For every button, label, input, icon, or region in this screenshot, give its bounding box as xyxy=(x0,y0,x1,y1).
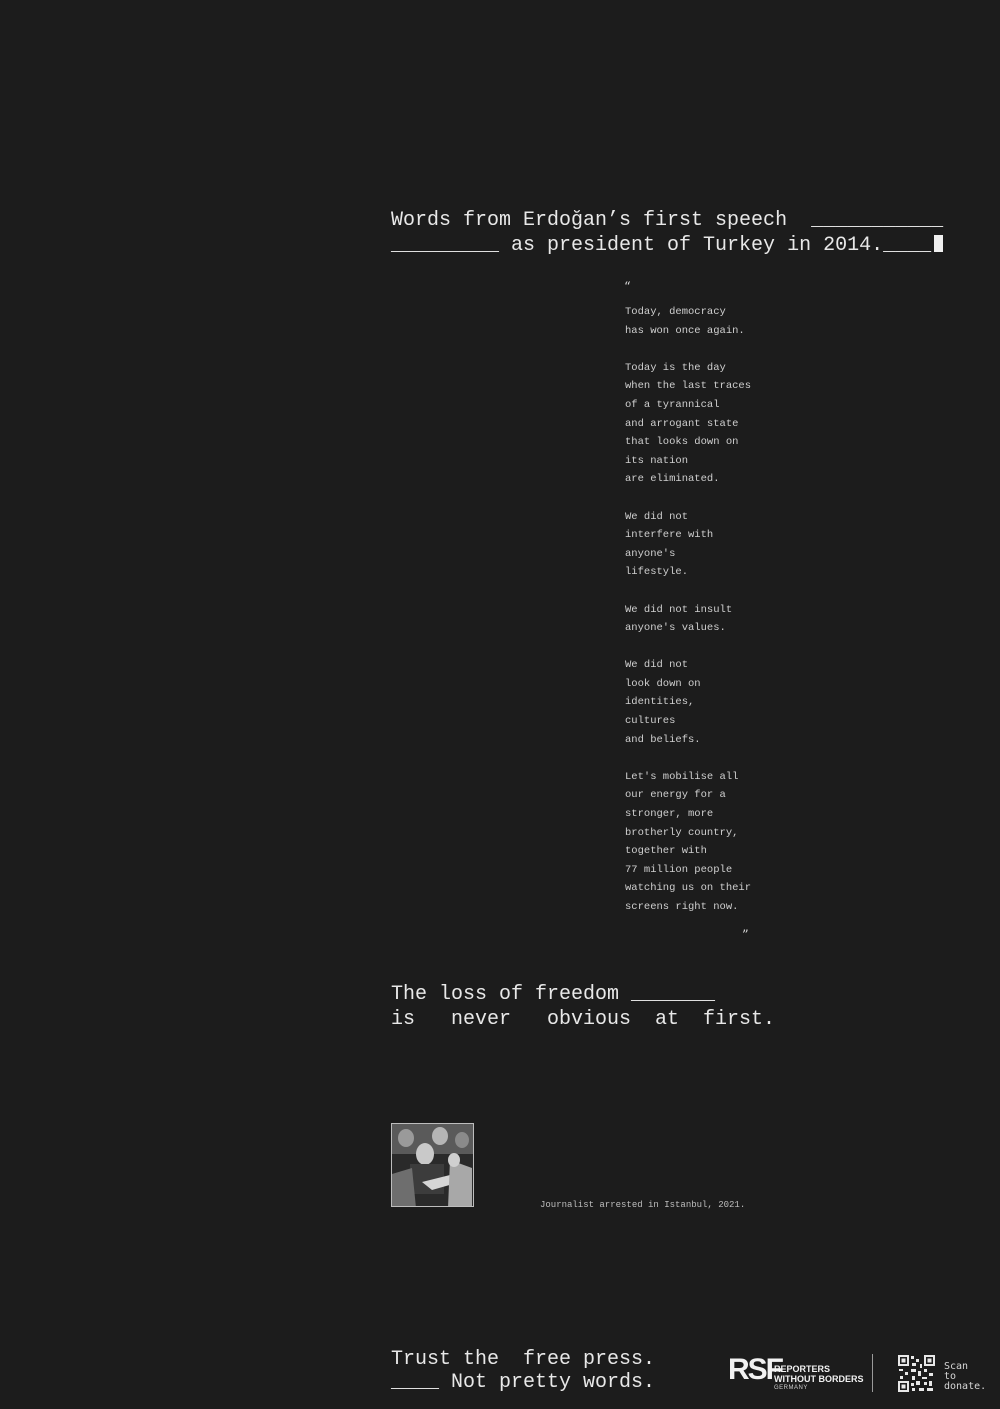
speech-quote xyxy=(625,303,785,935)
rsf-logo-name: REPORTERS WITHOUT BORDERS xyxy=(774,1364,864,1384)
cursor-block xyxy=(934,235,943,252)
speech-paragraph: Let's mobilise all our energy for a stronger, more brotherly country, together with 77 million people watching us on their screens right now. xyxy=(625,770,752,913)
tagline xyxy=(391,982,791,1032)
speech-paragraph: We did not look down on identities, cultures and beliefs. xyxy=(625,659,701,746)
rsf-logo-mark: RSF xyxy=(728,1353,782,1386)
speech-paragraph: Today is the day when the last traces of a tyrannical and arrogant state that looks down on its nation are eliminated. xyxy=(625,361,752,486)
claim-line-1: Trust the free press. xyxy=(391,1348,656,1371)
speech-paragraph: We did not insult anyone's values. xyxy=(625,603,733,635)
tagline-line-2: is never obvious at first. xyxy=(391,1008,776,1031)
scan-to-donate-text: Scan to donate. xyxy=(944,1361,987,1392)
photo-image xyxy=(392,1124,474,1207)
claim-line-2: ____ Not pretty words. xyxy=(391,1371,656,1394)
open-quote-mark: “ xyxy=(624,280,631,295)
rsf-logo-country: GERMANY xyxy=(774,1385,808,1391)
qr-code-graphic xyxy=(898,1355,935,1392)
speech-paragraph: We did not interfere with anyone's lifestyle. xyxy=(625,510,714,579)
speech-paragraph: Today, democracy has won once again. xyxy=(625,306,745,337)
divider xyxy=(872,1354,873,1392)
rsf-logo xyxy=(728,1353,864,1394)
headline-line-1: Words from Erdoğan’s first speech ___________ xyxy=(391,209,944,232)
qr-code-icon[interactable] xyxy=(898,1355,935,1392)
photo-caption: Journalist arrested in Istanbul, 2021. xyxy=(540,1200,746,1210)
headline-line-2: _________ as president of Turkey in 2014.____ xyxy=(391,234,932,257)
tagline-line-1: The loss of freedom _______ xyxy=(391,983,716,1006)
claim xyxy=(391,1348,691,1394)
headline xyxy=(391,208,991,258)
close-quote-mark: ” xyxy=(742,928,749,943)
journalist-arrest-photo xyxy=(391,1123,474,1207)
